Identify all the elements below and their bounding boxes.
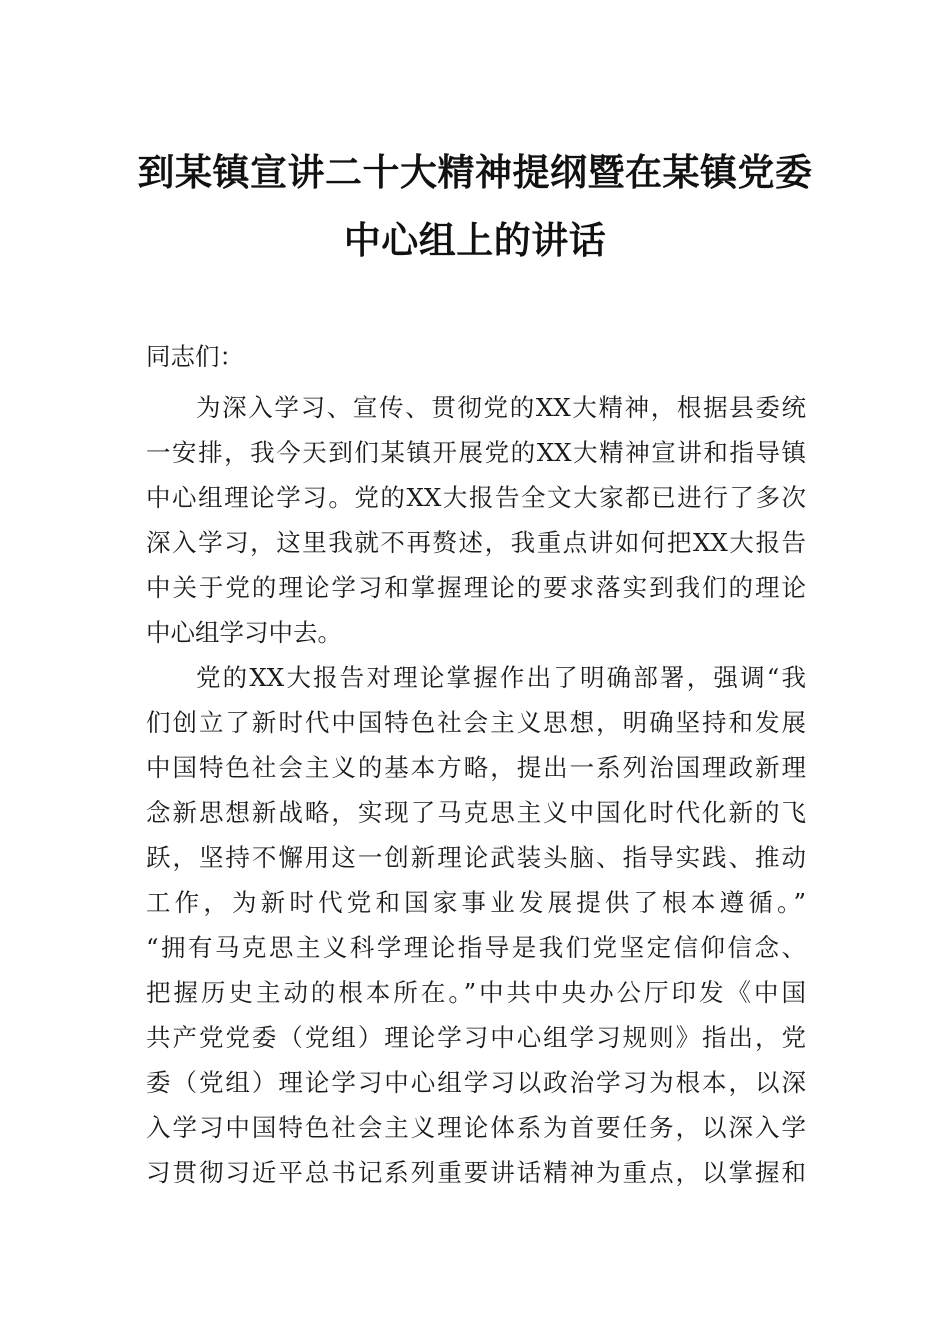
page-title-line-2: 中心组上的讲话 [343,218,607,262]
paragraph-1-line-6: 中心组学习中去。 [146,618,342,647]
paragraph-1-line-5: 中关于党的理论学习和掌握理论的要求落实到我们的理论 [146,573,806,602]
paragraph-2-line-11: 入学习中国特色社会主义理论体系为首要任务，以深入学 [146,1113,806,1142]
page-title-line-1: 到某镇宣讲二十大精神提纲暨在某镇党委 [137,150,813,194]
paragraph-2-line-10: 委（党组）理论学习中心组学习以政治学习为根本，以深 [146,1068,806,1097]
paragraph-1-line-2: 一安排，我今天到们某镇开展党的XX大精神宣讲和指导镇 [146,438,806,467]
salutation-block [146,334,806,379]
paragraph-1-line-4: 深入学习，这里我就不再赘述，我重点讲如何把XX大报告 [146,528,806,557]
paragraph-2-line-2: 们创立了新时代中国特色社会主义思想，明确坚持和发展 [146,708,806,737]
paragraph-2-line-5: 跃，坚持不懈用这一创新理论武装头脑、指导实践、推动 [146,843,806,872]
paragraph-2-line-3: 中国特色社会主义的基本方略，提出一系列治国理政新理 [146,753,806,782]
paragraph-2-line-6: 工作，为新时代党和国家事业发展提供了根本遵循。” [146,888,806,917]
paragraph-2-line-7: “拥有马克思主义科学理论指导是我们党坚定信仰信念、 [146,933,806,962]
paragraph-2 [146,655,806,1195]
paragraph-2-line-4: 念新思想新战略，实现了马克思主义中国化时代化新的飞 [146,798,806,827]
salutation: 同志们： [146,342,244,371]
paragraph-1 [146,385,806,655]
paragraph-1-line-3: 中心组理论学习。党的XX大报告全文大家都已进行了多次 [146,483,806,512]
paragraph-2-line-1: 党的XX大报告对理论掌握作出了明确部署，强调“我 [196,663,806,692]
paragraph-2-line-8: 把握历史主动的根本所在。”中共中央办公厅印发《中国 [146,978,806,1007]
paragraph-1-line-1: 为深入学习、宣传、贯彻党的XX大精神，根据县委统 [196,393,806,422]
paragraph-2-line-9: 共产党党委（党组）理论学习中心组学习规则》指出，党 [146,1023,806,1052]
paragraph-2-line-12: 习贯彻习近平总书记系列重要讲话精神为重点，以掌握和 [146,1158,806,1187]
